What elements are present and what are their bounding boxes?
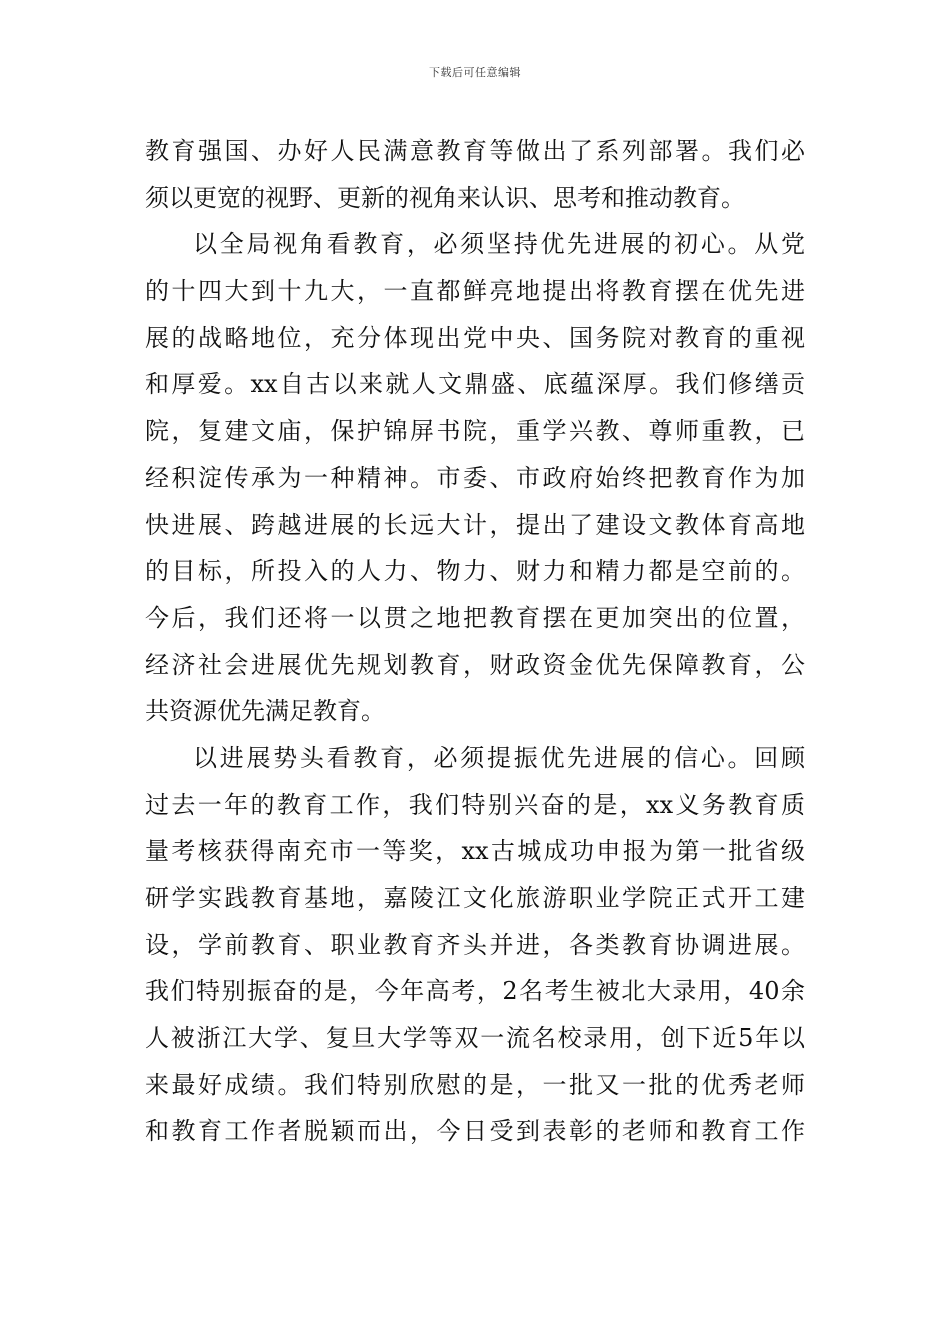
text-line: 研学实践教育基地，嘉陵江文化旅游职业学院正式开工建	[145, 884, 805, 912]
text-line: 和教育工作者脱颖而出，今日受到表彰的老师和教育工作	[145, 1117, 805, 1146]
text-line: 设，学前教育、职业教育齐头并进，各类教育协调进展。	[145, 930, 805, 959]
text-line: 过去一年的教育工作，我们特别兴奋的是，xx义务教育质	[145, 790, 805, 819]
text-line: 来最好成绩。我们特别欣慰的是，一批又一批的优秀老师	[145, 1070, 805, 1099]
text-line: 我们特别振奋的是，今年高考，2名考生被北大录用，40余	[145, 977, 805, 1006]
text-line: 须以更宽的视野、更新的视角来认识、思考和推动教育。	[145, 183, 745, 212]
document-body	[145, 128, 805, 1155]
paragraph-first-line: 以全局视角看教育，必须坚持优先进展的初心。从党	[193, 230, 805, 259]
text-line: 的目标，所投入的人力、物力、财力和精力都是空前的。	[145, 557, 805, 586]
text-line: 经积淀传承为一种精神。市委、市政府始终把教育作为加	[145, 463, 805, 492]
text-line: 和厚爱。xx自古以来就人文鼎盛、底蕴深厚。我们修缮贡	[145, 370, 805, 399]
text-line: 展的战略地位，充分体现出党中央、国务院对教育的重视	[145, 323, 805, 352]
text-line: 量考核获得南充市一等奖，xx古城成功申报为第一批省级	[145, 837, 805, 866]
text-line: 经济社会进展优先规划教育，财政资金优先保障教育，公	[145, 650, 805, 679]
text-line: 院，复建文庙，保护锦屏书院，重学兴教、尊师重教，已	[145, 417, 805, 446]
text-line: 人被浙江大学、复旦大学等双一流名校录用，创下近5年以	[145, 1024, 805, 1053]
text-line: 的十四大到十九大，一直都鲜亮地提出将教育摆在优先进	[145, 277, 805, 306]
text-line: 共资源优先满足教育。	[145, 697, 385, 726]
page-header: 下载后可任意编辑	[429, 66, 521, 79]
paragraph-first-line: 以进展势头看教育，必须提振优先进展的信心。回顾	[193, 743, 805, 772]
text-line: 教育强国、办好人民满意教育等做出了系列部署。我们必	[145, 137, 805, 165]
text-line: 快进展、跨越进展的长远大计，提出了建设文教体育高地	[145, 510, 805, 539]
text-line: 今后，我们还将一以贯之地把教育摆在更加突出的位置，	[145, 603, 805, 632]
